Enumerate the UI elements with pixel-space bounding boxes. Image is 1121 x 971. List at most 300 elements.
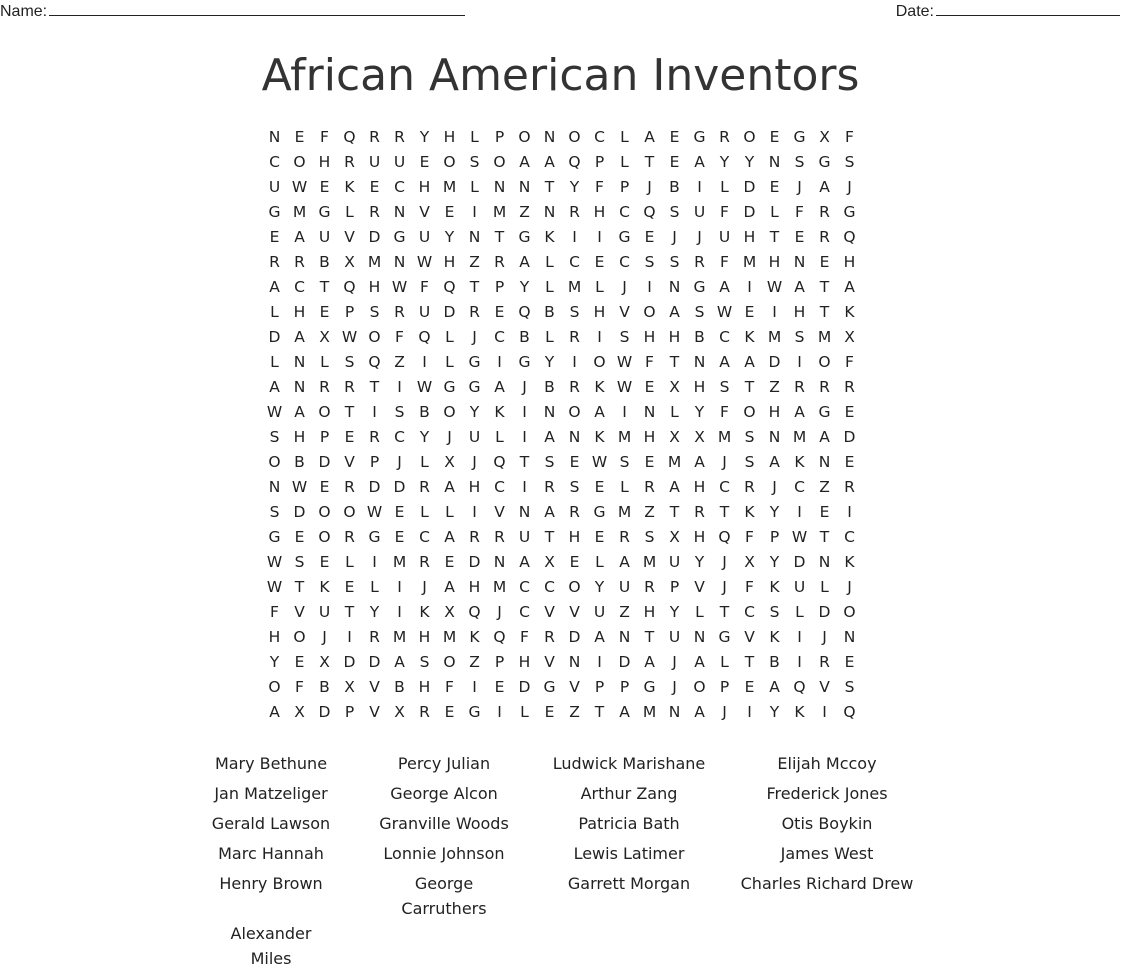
grid-letter: G [643, 677, 656, 696]
grid-letter: R [319, 377, 330, 396]
grid-letter: E [844, 452, 855, 471]
word-bank-item: Elijah Mccoy [777, 754, 877, 773]
grid-letter: I [647, 277, 652, 296]
grid-letter: L [820, 577, 829, 596]
grid-letter: I [822, 702, 827, 721]
grid-letter: E [319, 552, 330, 571]
grid-letter: D [368, 477, 381, 496]
grid-letter: I [522, 402, 527, 421]
grid-letter: I [572, 227, 577, 246]
grid-letter: P [344, 702, 355, 721]
grid-letter: Y [694, 402, 705, 421]
grid-letter: R [394, 127, 405, 146]
grid-letter: D [318, 452, 331, 471]
grid-letter: T [744, 652, 755, 671]
grid-letter: R [844, 477, 855, 496]
grid-letter: C [569, 252, 580, 271]
word-bank-item: Marc Hannah [218, 844, 324, 863]
grid-letter: N [268, 477, 281, 496]
grid-letter: C [419, 527, 430, 546]
grid-letter: E [444, 552, 455, 571]
grid-letter: A [644, 652, 655, 671]
grid-letter: G [393, 227, 406, 246]
grid-letter: I [472, 502, 477, 521]
grid-letter: K [469, 627, 480, 646]
grid-letter: E [319, 477, 330, 496]
grid-letter: R [394, 302, 405, 321]
grid-letter: T [369, 377, 380, 396]
grid-letter: A [719, 352, 730, 371]
grid-letter: D [618, 652, 631, 671]
grid-letter: X [294, 702, 305, 721]
grid-letter: N [568, 427, 581, 446]
grid-letter: Q [493, 452, 506, 471]
grid-letter: B [519, 327, 530, 346]
grid-letter: A [519, 152, 530, 171]
grid-letter: H [693, 377, 706, 396]
grid-letter: L [695, 602, 704, 621]
grid-letter: M [292, 202, 307, 221]
grid-letter: F [520, 627, 529, 646]
grid-letter: R [569, 202, 580, 221]
grid-letter: V [369, 702, 380, 721]
word-bank-item: Lewis Latimer [573, 844, 685, 863]
grid-letter: T [644, 627, 655, 646]
grid-letter: J [622, 277, 627, 296]
grid-letter: X [319, 652, 330, 671]
grid-letter: X [319, 327, 330, 346]
grid-letter: F [395, 327, 404, 346]
grid-letter: X [669, 377, 680, 396]
grid-letter: N [543, 202, 556, 221]
grid-letter: D [743, 202, 756, 221]
grid-letter: I [372, 552, 377, 571]
grid-letter: V [344, 227, 355, 246]
grid-letter: O [318, 527, 331, 546]
grid-letter: H [643, 327, 656, 346]
grid-letter: W [591, 452, 608, 471]
grid-letter: S [744, 427, 755, 446]
grid-letter: W [616, 352, 633, 371]
grid-letter: I [797, 502, 802, 521]
grid-letter: A [544, 152, 555, 171]
grid-letter: I [797, 627, 802, 646]
grid-letter: T [294, 577, 305, 596]
grid-letter: E [769, 177, 780, 196]
grid-letter: B [319, 677, 330, 696]
grid-letter: R [819, 202, 830, 221]
grid-letter: E [644, 377, 655, 396]
grid-letter: G [593, 502, 606, 521]
grid-letter: L [545, 252, 554, 271]
grid-letter: D [443, 302, 456, 321]
grid-letter: H [593, 302, 606, 321]
grid-letter: G [618, 227, 631, 246]
grid-letter: I [622, 402, 627, 421]
grid-letter: J [722, 577, 727, 596]
grid-letter: Q [843, 702, 856, 721]
grid-letter: E [569, 552, 580, 571]
grid-letter: Y [569, 177, 580, 196]
grid-letter: A [294, 227, 305, 246]
grid-letter: R [544, 477, 555, 496]
grid-letter: M [617, 502, 632, 521]
grid-letter: R [369, 202, 380, 221]
grid-letter: R [419, 477, 430, 496]
grid-letter: X [544, 552, 555, 571]
grid-letter: H [843, 252, 856, 271]
grid-letter: X [394, 702, 405, 721]
grid-letter: O [568, 127, 581, 146]
grid-letter: X [444, 452, 455, 471]
grid-letter: U [518, 527, 531, 546]
grid-letter: Y [719, 152, 730, 171]
grid-letter: R [344, 477, 355, 496]
grid-letter: H [768, 402, 781, 421]
grid-letter: T [594, 702, 605, 721]
grid-letter: G [818, 152, 831, 171]
grid-letter: N [693, 352, 706, 371]
grid-letter: H [268, 627, 281, 646]
grid-letter: Q [343, 127, 356, 146]
grid-letter: A [394, 652, 405, 671]
grid-letter: H [368, 277, 381, 296]
grid-letter: O [643, 302, 656, 321]
grid-letter: L [720, 177, 729, 196]
grid-letter: L [770, 202, 779, 221]
grid-letter: V [819, 677, 830, 696]
grid-letter: X [819, 127, 830, 146]
grid-letter: A [669, 302, 680, 321]
grid-letter: L [545, 277, 554, 296]
grid-letter: A [544, 427, 555, 446]
grid-letter: R [819, 652, 830, 671]
date-field[interactable] [896, 3, 1120, 21]
grid-letter: L [445, 502, 454, 521]
grid-letter: T [669, 502, 680, 521]
grid-letter: W [791, 527, 808, 546]
grid-letter: R [694, 502, 705, 521]
grid-letter: T [819, 277, 830, 296]
grid-letter: G [518, 227, 531, 246]
date-blank-line[interactable] [936, 14, 1120, 16]
grid-letter: L [620, 127, 629, 146]
grid-letter: V [369, 677, 380, 696]
grid-letter: O [318, 502, 331, 521]
grid-letter: R [494, 527, 505, 546]
grid-letter: S [619, 327, 630, 346]
grid-letter: H [443, 127, 456, 146]
grid-letter: Y [419, 427, 430, 446]
grid-letter: C [519, 602, 530, 621]
grid-letter: N [293, 352, 306, 371]
grid-letter: N [393, 202, 406, 221]
grid-letter: Z [469, 652, 480, 671]
grid-letter: W [266, 402, 283, 421]
grid-letter: H [668, 327, 681, 346]
grid-letter: E [744, 677, 755, 696]
word-bank-item: Charles Richard Drew [740, 874, 914, 893]
grid-letter: M [717, 427, 732, 446]
grid-letter: J [397, 452, 402, 471]
name-blank-line[interactable] [49, 14, 465, 16]
grid-letter: J [497, 602, 502, 621]
grid-letter: A [519, 252, 530, 271]
grid-letter: N [543, 127, 556, 146]
grid-letter: Z [519, 202, 530, 221]
grid-letter: C [519, 577, 530, 596]
grid-letter: L [320, 352, 329, 371]
grid-letter: J [722, 452, 727, 471]
grid-letter: H [693, 527, 706, 546]
grid-letter: Q [843, 227, 856, 246]
grid-letter: A [594, 402, 605, 421]
grid-letter: N [468, 227, 481, 246]
grid-letter: Y [469, 402, 480, 421]
grid-letter: S [794, 152, 805, 171]
grid-letter: I [397, 377, 402, 396]
name-field[interactable] [0, 3, 465, 21]
grid-letter: G [468, 702, 481, 721]
grid-letter: Q [518, 302, 531, 321]
grid-letter: E [319, 302, 330, 321]
grid-letter: S [844, 677, 855, 696]
grid-letter: J [722, 702, 727, 721]
grid-letter: Y [744, 152, 755, 171]
grid-letter: L [345, 202, 354, 221]
grid-letter: A [444, 577, 455, 596]
grid-letter: N [493, 552, 506, 571]
grid-letter: R [369, 427, 380, 446]
grid-letter: Z [469, 252, 480, 271]
grid-letter: L [270, 302, 279, 321]
grid-letter: R [644, 477, 655, 496]
grid-letter: L [470, 177, 479, 196]
grid-letter: D [318, 702, 331, 721]
grid-letter: D [268, 327, 281, 346]
grid-letter: B [394, 677, 405, 696]
grid-letter: L [595, 277, 604, 296]
grid-letter: A [294, 327, 305, 346]
grid-letter: G [693, 277, 706, 296]
grid-letter: W [341, 327, 358, 346]
grid-letter: L [495, 427, 504, 446]
grid-letter: B [769, 652, 780, 671]
grid-letter: A [594, 627, 605, 646]
grid-letter: T [819, 527, 830, 546]
grid-letter: Q [793, 677, 806, 696]
grid-letter: T [544, 177, 555, 196]
grid-letter: E [769, 127, 780, 146]
grid-letter: X [444, 602, 455, 621]
grid-letter: I [372, 402, 377, 421]
grid-letter: W [266, 577, 283, 596]
grid-letter: C [794, 477, 805, 496]
grid-letter: E [594, 477, 605, 496]
grid-letter: O [568, 577, 581, 596]
grid-letter: H [443, 252, 456, 271]
word-bank-item: Gerald Lawson [211, 814, 331, 833]
grid-letter: D [393, 477, 406, 496]
grid-letter: T [344, 602, 355, 621]
grid-letter: R [794, 377, 805, 396]
grid-letter: E [819, 502, 830, 521]
grid-letter: M [492, 202, 507, 221]
word-bank-item: Otis Boykin [781, 814, 873, 833]
grid-letter: F [795, 202, 804, 221]
grid-letter: I [597, 652, 602, 671]
grid-letter: S [544, 452, 555, 471]
grid-letter: I [597, 327, 602, 346]
grid-letter: K [794, 452, 805, 471]
grid-letter: S [669, 202, 680, 221]
grid-letter: L [420, 502, 429, 521]
grid-letter: V [344, 452, 355, 471]
grid-letter: C [719, 477, 730, 496]
grid-letter: G [693, 127, 706, 146]
grid-letter: C [594, 127, 605, 146]
grid-letter: A [544, 502, 555, 521]
grid-letter: S [744, 452, 755, 471]
grid-letter: G [818, 402, 831, 421]
grid-letter: G [468, 377, 481, 396]
grid-letter: O [743, 402, 756, 421]
grid-letter: B [544, 377, 555, 396]
grid-letter: E [294, 127, 305, 146]
grid-letter: S [769, 602, 780, 621]
grid-letter: Z [769, 377, 780, 396]
word-search-grid [262, 124, 862, 724]
grid-letter: M [367, 252, 382, 271]
grid-letter: N [818, 552, 831, 571]
grid-letter: N [393, 252, 406, 271]
grid-letter: A [269, 702, 280, 721]
grid-letter: F [595, 177, 604, 196]
grid-letter: O [518, 127, 531, 146]
grid-letter: M [392, 627, 407, 646]
grid-letter: H [468, 577, 481, 596]
grid-letter: O [318, 402, 331, 421]
grid-letter: Q [643, 202, 656, 221]
grid-letter: N [543, 402, 556, 421]
grid-letter: H [643, 427, 656, 446]
grid-letter: R [744, 477, 755, 496]
grid-letter: K [594, 377, 605, 396]
grid-letter: E [294, 527, 305, 546]
grid-letter: J [447, 427, 452, 446]
grid-letter: A [444, 527, 455, 546]
grid-letter: W [266, 552, 283, 571]
grid-letter: A [619, 702, 630, 721]
grid-letter: F [720, 202, 729, 221]
grid-letter: S [569, 477, 580, 496]
grid-letter: E [444, 702, 455, 721]
grid-letter: E [669, 127, 680, 146]
grid-letter: F [720, 252, 729, 271]
grid-letter: T [819, 302, 830, 321]
grid-letter: I [397, 602, 402, 621]
grid-letter: U [418, 227, 431, 246]
grid-letter: A [769, 677, 780, 696]
grid-letter: I [747, 277, 752, 296]
grid-letter: M [767, 327, 782, 346]
grid-letter: S [844, 152, 855, 171]
grid-letter: L [620, 152, 629, 171]
grid-letter: X [344, 677, 355, 696]
grid-letter: I [597, 227, 602, 246]
grid-letter: C [269, 152, 280, 171]
grid-letter: K [419, 602, 430, 621]
grid-letter: R [369, 127, 380, 146]
grid-letter: Y [544, 352, 555, 371]
grid-letter: R [694, 252, 705, 271]
grid-letter: V [494, 502, 505, 521]
grid-letter: I [422, 352, 427, 371]
grid-letter: A [269, 277, 280, 296]
grid-letter: J [722, 552, 727, 571]
word-bank-item: Garrett Morgan [567, 874, 691, 893]
grid-letter: I [797, 352, 802, 371]
grid-letter: R [619, 527, 630, 546]
grid-letter: I [397, 577, 402, 596]
grid-letter: K [769, 627, 780, 646]
grid-letter: I [497, 352, 502, 371]
grid-letter: U [318, 227, 331, 246]
grid-letter: H [568, 527, 581, 546]
grid-letter: K [769, 577, 780, 596]
grid-letter: Q [368, 352, 381, 371]
grid-letter: A [819, 177, 830, 196]
grid-letter: P [619, 177, 630, 196]
grid-letter: A [669, 477, 680, 496]
grid-letter: T [669, 352, 680, 371]
grid-letter: Y [769, 502, 780, 521]
grid-letter: L [595, 552, 604, 571]
grid-letter: E [544, 702, 555, 721]
word-bank-item: Arthur Zang [580, 784, 678, 803]
grid-letter: Q [468, 602, 481, 621]
grid-letter: L [545, 327, 554, 346]
grid-letter: S [294, 552, 305, 571]
word-bank-item: Henry Brown [219, 874, 323, 893]
grid-letter: G [793, 127, 806, 146]
grid-letter: F [845, 352, 854, 371]
grid-letter: N [268, 127, 281, 146]
grid-letter: S [469, 152, 480, 171]
name-label: Name: [0, 3, 48, 20]
grid-letter: P [319, 427, 330, 446]
grid-letter: N [568, 652, 581, 671]
grid-letter: R [844, 377, 855, 396]
grid-letter: E [494, 302, 505, 321]
grid-letter: T [744, 377, 755, 396]
grid-letter: H [468, 477, 481, 496]
grid-letter: M [442, 627, 457, 646]
grid-letter: F [270, 602, 279, 621]
grid-letter: J [422, 577, 427, 596]
grid-letter: H [293, 302, 306, 321]
grid-letter: F [420, 277, 429, 296]
grid-letter: N [668, 277, 681, 296]
grid-letter: J [822, 627, 827, 646]
word-bank-item: Mary Bethune [214, 754, 328, 773]
grid-letter: P [594, 677, 605, 696]
grid-letter: I [472, 677, 477, 696]
grid-letter: V [569, 602, 580, 621]
grid-letter: A [519, 552, 530, 571]
grid-letter: Z [644, 502, 655, 521]
grid-letter: E [644, 452, 655, 471]
